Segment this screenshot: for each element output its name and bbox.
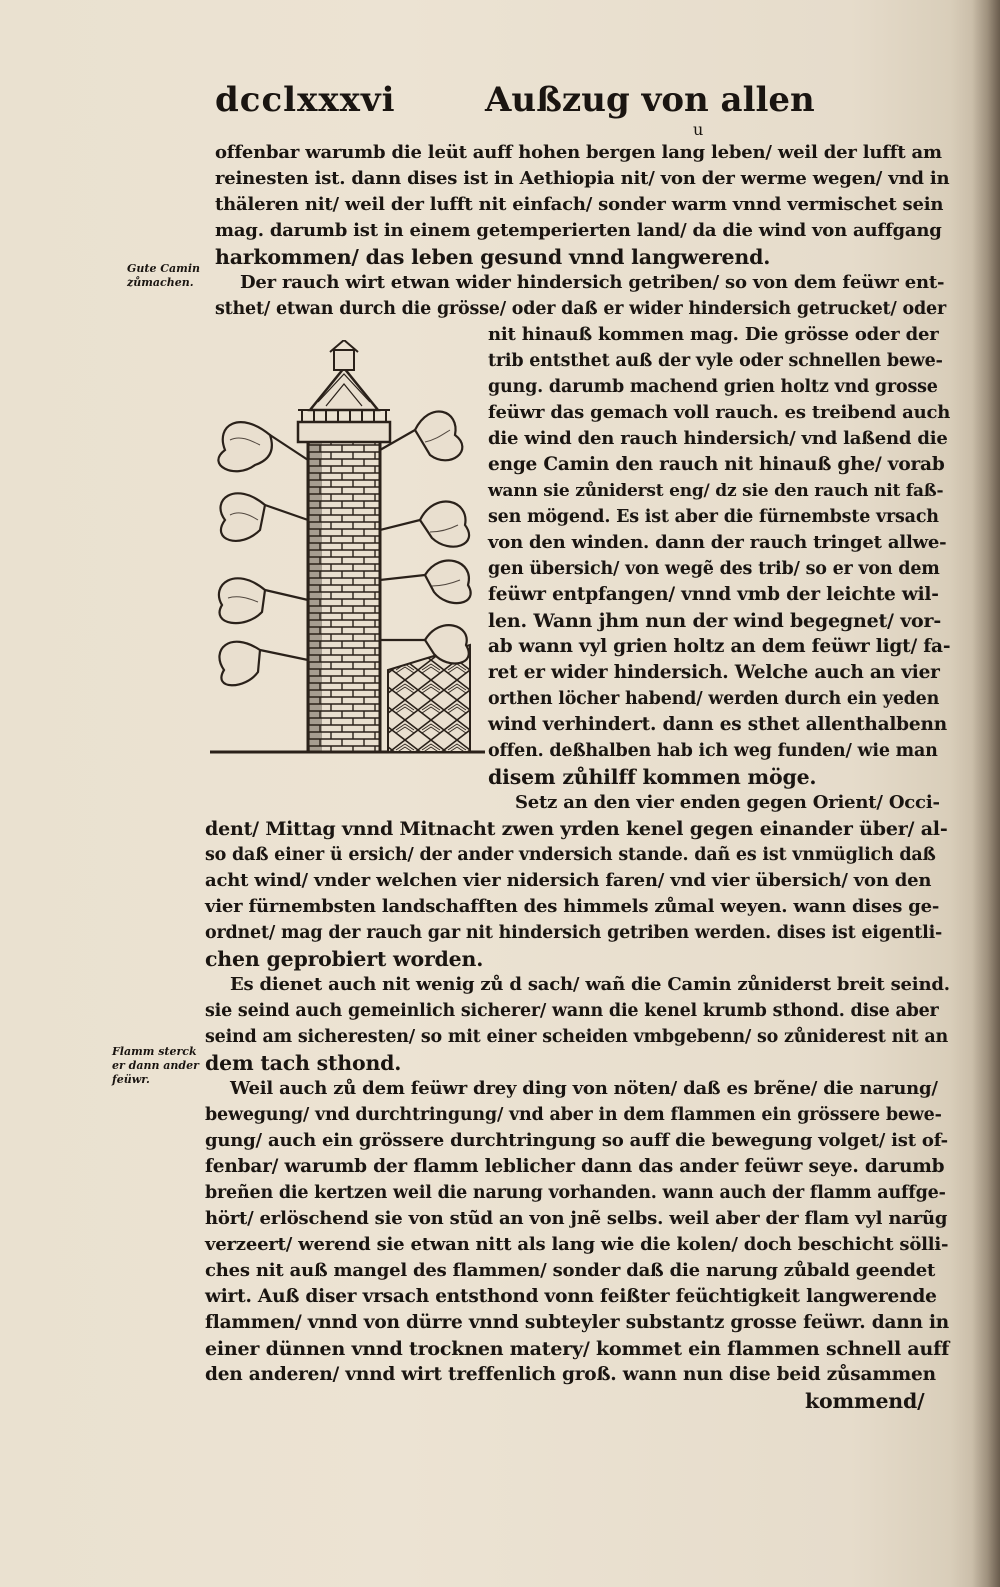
page-header [215,80,955,140]
text-line: vier fürnembsten landschafften des himmels zůmal weyen. wann dises ge- [205,896,940,917]
folio-number: dcclxxxvi [215,80,396,120]
catchword: kommend/ [805,1389,925,1413]
text-line: breñen die kertzen weil die narung vorhanden. wann auch der flamm auffge- [205,1183,946,1203]
text-line: offenbar warumb die leüt auff hohen bergen lang leben/ weil der lufft am [215,142,942,163]
text-line: von den winden. dann der rauch tringet allwe- [488,532,947,553]
text-line: gung/ auch ein grössere durchtringung so auff die bewegung volget/ ist of- [205,1130,948,1151]
smoke-vents-left [218,422,308,685]
text-line: len. Wann jhm nun der wind begegnet/ vor- [488,610,942,632]
text-line: verzeert/ werend sie etwan nitt als lang wie die kolen/ doch beschicht sölli- [205,1234,949,1255]
margin-note-chimney [127,262,200,290]
text-line: hört/ erlöschend sie von stũd an von jnẽ selbs. weil aber der flam vyl narũg [205,1208,948,1229]
margin-note-line: feüwr. [112,1073,150,1086]
text-line: enge Camin den rauch nit hinauß ghe/ vorab [488,454,945,475]
text-line: bewegung/ vnd durchtringung/ vnd aber in dem flammen ein grössere bewe- [205,1105,942,1125]
text-line: reinesten ist. dann dises ist in Aethiopia nit/ von der werme wegen/ vnd in [215,168,950,189]
text-line: Der rauch wirt etwan wider hindersich getriben/ so von dem feüwr ent- [240,272,945,293]
text-line: disem zůhilff kommen möge. [488,765,817,789]
text-line: trib entsthet auß der vyle oder schnellen bewe- [488,351,943,371]
text-line: harkommen/ das leben gesund vnnd langwerend. [215,245,771,269]
margin-note-flame [112,1045,199,1087]
text-line: chen geprobiert worden. [205,947,484,971]
text-line: den anderen/ vnnd wirt treffenlich groß. wann nun dise beid zůsammen [205,1364,936,1385]
margin-note-line: Gute Camin [127,262,200,275]
text-line: feüwr entpfangen/ vnnd vmb der leichte wil- [488,584,939,605]
page-gutter-shadow [972,0,1000,1587]
text-line: dem tach sthond. [205,1051,402,1075]
text-line: die wind den rauch hindersich/ vnd laßend die [488,428,948,449]
text-line: offen. deßhalben hab ich weg funden/ wie man [488,741,938,761]
text-line: Setz an den vier enden gegen Orient/ Occi- [515,792,940,813]
text-line: Weil auch zů dem feüwr drey ding von nöten/ daß es brẽne/ die narung/ [230,1078,938,1099]
signature-mark: u [693,120,704,139]
text-line: ab wann vyl grien holtz an dem feüwr ligt/ fa- [488,636,951,657]
text-line: dent/ Mittag vnnd Mitnacht zwen yrden kenel gegen einander über/ al- [205,818,948,840]
text-line: ordnet/ mag der rauch gar nit hindersich getriben werden. dises ist eigentli- [205,923,943,943]
text-line: gen übersich/ von wegẽ des trib/ so er von dem [488,559,940,579]
text-line: sthet/ etwan durch die grösse/ oder daß er wider hindersich getrucket/ oder [215,299,946,319]
text-line: Es dienet auch nit wenig zů d sach/ wañ die Camin zůniderst breit seind. [230,974,950,995]
text-line: nit hinauß kommen mag. Die grösse oder der [488,324,939,345]
text-line: mag. darumb ist in einem getemperierten land/ da die wind von auffgang [215,220,942,241]
text-line: gung. darumb machend grien holtz vnd grosse [488,377,938,397]
margin-note-line: er dann ander [112,1059,199,1072]
running-title: Außzug von allen [485,80,815,120]
text-line: thäleren nit/ weil der lufft nit einfach/ sonder warm vnnd vermischet sein [215,194,944,215]
text-line: acht wind/ vnder welchen vier nidersich faren/ vnd vier übersich/ von den [205,870,932,891]
chimney-woodcut [210,340,485,770]
text-line: sie seind auch gemeinlich sicherer/ wann die kenel krumb sthond. dise aber [205,1001,939,1021]
text-line: fenbar/ warumb der flamm leblicher dann das ander feüwr seye. darumb [205,1156,945,1177]
text-line: ches nit auß mangel des flammen/ sonder daß die narung zůbald geendet [205,1260,936,1281]
text-line: wind verhindert. dann es sthet allenthalbenn [488,714,947,735]
text-line: flammen/ vnnd von dürre vnnd subteyler substantz grosse feüwr. dann in [205,1312,950,1333]
margin-note-line: zůmachen. [127,276,194,289]
text-line: orthen löcher habend/ werden durch ein yeden [488,689,940,709]
smoke-vents-right [380,411,471,663]
text-line: so daß einer ü ersich/ der ander vndersich stande. dañ es ist vnmüglich daß [205,845,936,865]
text-line: wann sie zůniderst eng/ dz sie den rauch nit faß- [488,481,944,501]
text-line: feüwr das gemach voll rauch. es treibend auch [488,402,951,423]
margin-note-line: Flamm sterck [112,1045,197,1058]
text-line: einer dünnen vnnd trocknen matery/ kommet ein flammen schnell auff [205,1338,950,1360]
text-line: seind am sicheresten/ so mit einer scheiden vmbgebenn/ so zůniderest nit an [205,1027,948,1047]
text-line: ret er wider hindersich. Welche auch an vier [488,662,940,683]
text-line: wirt. Auß diser vrsach entsthond vonn feißter feüchtigkeit langwerende [205,1286,937,1307]
text-line: sen mögend. Es ist aber die fürnembste vrsach [488,507,939,527]
